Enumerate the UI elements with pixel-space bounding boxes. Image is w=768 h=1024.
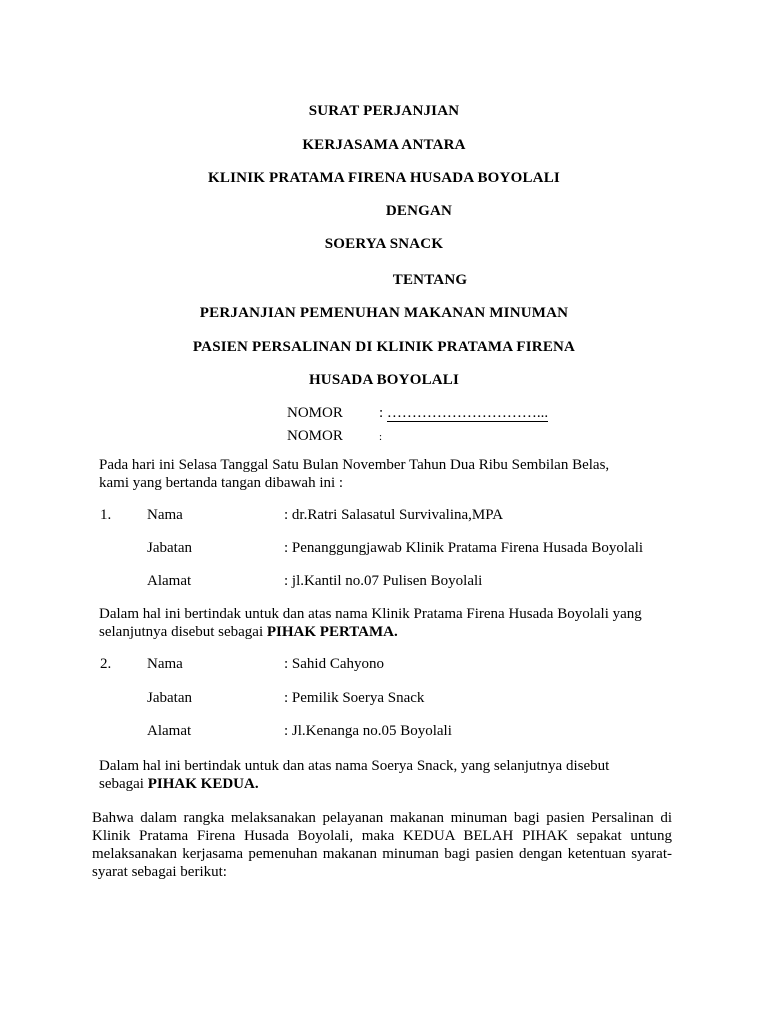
title-line-2: KERJASAMA ANTARA xyxy=(302,137,466,153)
nomor-colon: : xyxy=(379,405,384,421)
title-line-1: SURAT PERJANJIAN xyxy=(308,103,460,119)
title-line-4: DENGAN xyxy=(385,203,453,219)
title-line-9: HUSADA BOYOLALI xyxy=(308,372,460,388)
field-label: Nama xyxy=(147,656,183,672)
party1-statement-line-2 xyxy=(99,623,398,641)
title-line-8: PASIEN PERSALINAN DI KLINIK PRATAMA FIRENA xyxy=(192,339,576,355)
title-line-5: SOERYA SNACK xyxy=(324,236,444,252)
statement-text: selanjutnya disebut sebagai xyxy=(99,624,267,640)
nomor-label: NOMOR xyxy=(287,405,343,421)
nomor-value: …………………………... xyxy=(386,405,549,421)
nomor-row-1 xyxy=(287,405,548,422)
party2-statement-line-1: Dalam hal ini bertindak untuk dan atas nama Soerya Snack, yang selanjutnya disebut xyxy=(99,758,610,774)
party1-number: 1. xyxy=(100,507,112,523)
field-label: Alamat xyxy=(147,723,192,739)
opening-line-2: kami yang bertanda tangan dibawah ini : xyxy=(99,475,344,491)
statement-text: sebagai xyxy=(99,776,148,792)
field-label: Nama xyxy=(147,507,183,523)
field-value: : Sahid Cahyono xyxy=(284,656,384,672)
party2-number: 2. xyxy=(100,656,112,672)
nomor-label: NOMOR xyxy=(287,428,343,444)
title-line-3: KLINIK PRATAMA FIRENA HUSADA BOYOLALI xyxy=(208,170,560,186)
closing-paragraph: Bahwa dalam rangka melaksanakan pelayanan makanan minuman bagi pasien Persalinan di Klinik Pratama Firena Husada Boyolali, maka KEDUA BELAH PIHAK sepakat untung melaksanakan kerjasama pemenuhan makanan minuman bagi pasien dengan ketentuan syarat-syarat sebagai berikut: xyxy=(92,810,672,880)
nomor-colon: : xyxy=(379,431,383,443)
title-line-6: TENTANG xyxy=(392,272,468,288)
field-label: Jabatan xyxy=(147,540,192,556)
party-role-label: PIHAK PERTAMA. xyxy=(266,624,398,640)
party-role-label: PIHAK KEDUA. xyxy=(147,776,259,792)
field-value: : jl.Kantil no.07 Pulisen Boyolali xyxy=(284,573,483,589)
field-value: : Penanggungjawab Klinik Pratama Firena Husada Boyolali xyxy=(284,540,644,556)
nomor-row-2 xyxy=(287,428,382,445)
party2-statement-line-2 xyxy=(99,775,259,793)
field-value: : dr.Ratri Salasatul Survivalina,MPA xyxy=(284,507,504,523)
field-value: : Jl.Kenanga no.05 Boyolali xyxy=(284,723,452,739)
party1-statement-line-1: Dalam hal ini bertindak untuk dan atas nama Klinik Pratama Firena Husada Boyolali yang xyxy=(99,606,642,622)
field-label: Jabatan xyxy=(147,690,192,706)
field-label: Alamat xyxy=(147,573,192,589)
opening-line-1: Pada hari ini Selasa Tanggal Satu Bulan November Tahun Dua Ribu Sembilan Belas, xyxy=(99,457,610,473)
field-value: : Pemilik Soerya Snack xyxy=(284,690,425,706)
title-line-7: PERJANJIAN PEMENUHAN MAKANAN MINUMAN xyxy=(199,305,569,321)
